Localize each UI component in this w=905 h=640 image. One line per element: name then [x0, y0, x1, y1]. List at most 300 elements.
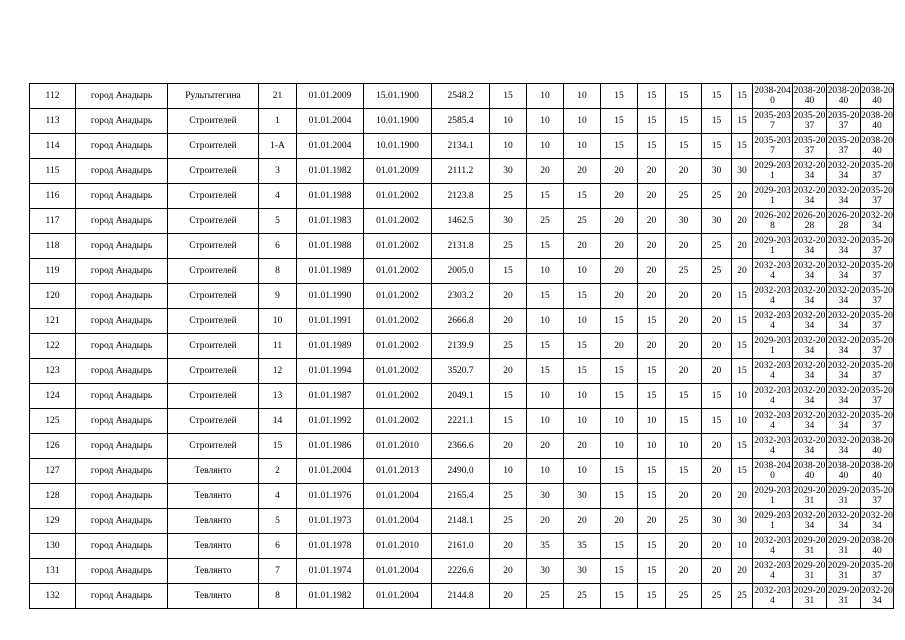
cell-house: 11 [259, 334, 297, 359]
cell-wear-value: 15 [638, 484, 666, 509]
cell-wear-value: 20 [702, 284, 732, 309]
cell-repair-period: 2035-2037 [861, 259, 894, 284]
cell-wear-value: 10 [564, 109, 601, 134]
cell-wear-value: 20 [666, 559, 702, 584]
cell-house: 15 [259, 434, 297, 459]
cell-wear-value: 25 [666, 509, 702, 534]
cell-wear-value: 20 [666, 334, 702, 359]
cell-city: город Анадырь [76, 209, 168, 234]
cell-house: 5 [259, 509, 297, 534]
cell-area: 2139.9 [432, 334, 490, 359]
table-body [30, 84, 894, 609]
cell-wear-value: 15 [666, 84, 702, 109]
cell-repair-period: 2032-2034 [827, 384, 861, 409]
cell-wear-value: 10 [527, 384, 564, 409]
cell-street: Строителей [168, 334, 259, 359]
cell-wear-value: 15 [527, 234, 564, 259]
cell-date-built: 01.01.2004 [297, 459, 364, 484]
cell-wear-value: 15 [638, 559, 666, 584]
cell-wear-value: 20 [666, 484, 702, 509]
cell-wear-value: 15 [527, 334, 564, 359]
cell-city: город Анадырь [76, 409, 168, 434]
cell-wear-value: 15 [638, 459, 666, 484]
cell-repair-period: 2035-2037 [861, 359, 894, 384]
cell-wear-value: 15 [732, 109, 753, 134]
cell-repair-period: 2032-2034 [793, 384, 827, 409]
cell-street: Рультытегина [168, 84, 259, 109]
cell-wear-value: 20 [638, 209, 666, 234]
cell-date-built: 01.01.2004 [297, 109, 364, 134]
cell-house: 4 [259, 184, 297, 209]
cell-repair-period: 2029-2031 [753, 484, 793, 509]
cell-repair-period: 2038-2040 [861, 134, 894, 159]
cell-wear-value: 20 [638, 234, 666, 259]
cell-wear-value: 20 [666, 359, 702, 384]
cell-wear-value: 15 [638, 534, 666, 559]
cell-date-commission: 01.01.2002 [364, 359, 432, 384]
cell-city: город Анадырь [76, 84, 168, 109]
table-row [30, 534, 894, 559]
cell-wear-value: 25 [564, 584, 601, 609]
cell-wear-value: 10 [732, 384, 753, 409]
cell-date-commission: 01.01.2002 [364, 209, 432, 234]
cell-date-commission: 01.01.2004 [364, 559, 432, 584]
cell-area: 2666.8 [432, 309, 490, 334]
cell-area: 2165.4 [432, 484, 490, 509]
cell-number: 118 [30, 234, 76, 259]
cell-wear-value: 10 [490, 109, 527, 134]
table-row [30, 309, 894, 334]
cell-wear-value: 25 [527, 584, 564, 609]
cell-wear-value: 30 [732, 509, 753, 534]
cell-wear-value: 15 [666, 459, 702, 484]
cell-city: город Анадырь [76, 234, 168, 259]
cell-wear-value: 20 [601, 284, 638, 309]
cell-date-built: 01.01.1982 [297, 159, 364, 184]
cell-wear-value: 20 [702, 434, 732, 459]
cell-number: 113 [30, 109, 76, 134]
cell-repair-period: 2035-2037 [753, 109, 793, 134]
cell-repair-period: 2032-2034 [827, 409, 861, 434]
cell-house: 3 [259, 159, 297, 184]
table-row [30, 209, 894, 234]
cell-street: Строителей [168, 259, 259, 284]
cell-wear-value: 10 [527, 309, 564, 334]
cell-repair-period: 2032-2034 [793, 359, 827, 384]
cell-city: город Анадырь [76, 359, 168, 384]
cell-wear-value: 20 [601, 234, 638, 259]
cell-repair-period: 2038-2040 [793, 459, 827, 484]
cell-wear-value: 10 [638, 409, 666, 434]
cell-wear-value: 15 [638, 309, 666, 334]
cell-wear-value: 15 [490, 84, 527, 109]
cell-wear-value: 20 [732, 484, 753, 509]
cell-city: город Анадырь [76, 284, 168, 309]
cell-wear-value: 10 [732, 409, 753, 434]
cell-repair-period: 2032-2034 [753, 534, 793, 559]
cell-repair-period: 2032-2034 [827, 234, 861, 259]
cell-wear-value: 30 [564, 559, 601, 584]
cell-repair-period: 2032-2034 [793, 234, 827, 259]
cell-wear-value: 15 [638, 109, 666, 134]
cell-repair-period: 2029-2031 [827, 584, 861, 609]
cell-wear-value: 25 [702, 184, 732, 209]
cell-wear-value: 15 [732, 459, 753, 484]
cell-repair-period: 2029-2031 [793, 559, 827, 584]
cell-house: 8 [259, 259, 297, 284]
cell-repair-period: 2032-2034 [827, 284, 861, 309]
table-row [30, 359, 894, 384]
cell-house: 1 [259, 109, 297, 134]
cell-repair-period: 2032-2034 [827, 159, 861, 184]
cell-wear-value: 15 [702, 384, 732, 409]
cell-repair-period: 2032-2034 [753, 384, 793, 409]
cell-repair-period: 2032-2034 [827, 184, 861, 209]
cell-wear-value: 20 [638, 334, 666, 359]
cell-repair-period: 2032-2034 [793, 334, 827, 359]
cell-wear-value: 10 [601, 434, 638, 459]
cell-city: город Анадырь [76, 259, 168, 284]
cell-number: 122 [30, 334, 76, 359]
cell-date-built: 01.01.1983 [297, 209, 364, 234]
cell-number: 121 [30, 309, 76, 334]
cell-number: 114 [30, 134, 76, 159]
cell-street: Тевлянто [168, 484, 259, 509]
cell-repair-period: 2029-2031 [753, 184, 793, 209]
cell-date-built: 01.01.1976 [297, 484, 364, 509]
cell-house: 5 [259, 209, 297, 234]
cell-wear-value: 20 [732, 234, 753, 259]
cell-area: 2123.8 [432, 184, 490, 209]
cell-house: 4 [259, 484, 297, 509]
cell-wear-value: 30 [564, 484, 601, 509]
cell-number: 129 [30, 509, 76, 534]
cell-date-commission: 01.01.2009 [364, 159, 432, 184]
cell-wear-value: 30 [490, 159, 527, 184]
cell-wear-value: 15 [666, 134, 702, 159]
cell-date-commission: 01.01.2002 [364, 334, 432, 359]
cell-city: город Анадырь [76, 509, 168, 534]
cell-wear-value: 25 [564, 209, 601, 234]
cell-wear-value: 20 [564, 159, 601, 184]
cell-wear-value: 20 [702, 334, 732, 359]
cell-repair-period: 2035-2037 [793, 109, 827, 134]
cell-repair-period: 2032-2034 [793, 284, 827, 309]
cell-house: 7 [259, 559, 297, 584]
cell-wear-value: 10 [638, 434, 666, 459]
cell-street: Тевлянто [168, 509, 259, 534]
cell-wear-value: 10 [564, 309, 601, 334]
cell-date-commission: 01.01.2002 [364, 234, 432, 259]
cell-wear-value: 20 [666, 234, 702, 259]
cell-date-built: 01.01.1973 [297, 509, 364, 534]
cell-wear-value: 15 [601, 384, 638, 409]
cell-wear-value: 25 [490, 509, 527, 534]
cell-wear-value: 20 [702, 534, 732, 559]
cell-date-commission: 10.01.1900 [364, 134, 432, 159]
cell-wear-value: 30 [527, 559, 564, 584]
cell-repair-period: 2032-2034 [793, 509, 827, 534]
cell-wear-value: 20 [527, 509, 564, 534]
cell-wear-value: 20 [666, 284, 702, 309]
cell-wear-value: 10 [564, 84, 601, 109]
cell-area: 1462.5 [432, 209, 490, 234]
cell-repair-period: 2032-2034 [827, 434, 861, 459]
cell-repair-period: 2026-2028 [753, 209, 793, 234]
cell-wear-value: 20 [666, 534, 702, 559]
cell-area: 3520.7 [432, 359, 490, 384]
cell-wear-value: 20 [601, 209, 638, 234]
table-row [30, 559, 894, 584]
cell-repair-period: 2032-2034 [753, 259, 793, 284]
cell-wear-value: 25 [490, 234, 527, 259]
cell-wear-value: 15 [638, 584, 666, 609]
cell-wear-value: 20 [601, 159, 638, 184]
cell-house: 1-А [259, 134, 297, 159]
cell-date-commission: 01.01.2004 [364, 584, 432, 609]
cell-street: Строителей [168, 134, 259, 159]
cell-wear-value: 15 [732, 334, 753, 359]
cell-wear-value: 15 [564, 284, 601, 309]
table-row [30, 484, 894, 509]
cell-wear-value: 15 [702, 409, 732, 434]
cell-repair-period: 2035-2037 [861, 159, 894, 184]
cell-repair-period: 2032-2034 [793, 184, 827, 209]
cell-repair-period: 2035-2037 [827, 109, 861, 134]
cell-city: город Анадырь [76, 434, 168, 459]
cell-wear-value: 20 [490, 309, 527, 334]
cell-wear-value: 30 [702, 159, 732, 184]
cell-wear-value: 10 [527, 109, 564, 134]
cell-repair-period: 2032-2034 [793, 409, 827, 434]
cell-repair-period: 2026-2028 [793, 209, 827, 234]
cell-wear-value: 15 [490, 384, 527, 409]
cell-wear-value: 25 [490, 484, 527, 509]
cell-repair-period: 2032-2034 [827, 309, 861, 334]
cell-date-built: 01.01.1992 [297, 409, 364, 434]
cell-wear-value: 30 [702, 509, 732, 534]
cell-repair-period: 2032-2034 [753, 359, 793, 384]
cell-repair-period: 2032-2034 [753, 434, 793, 459]
cell-area: 2144.8 [432, 584, 490, 609]
cell-wear-value: 20 [527, 159, 564, 184]
cell-repair-period: 2035-2037 [753, 134, 793, 159]
cell-wear-value: 20 [666, 309, 702, 334]
table-row [30, 509, 894, 534]
cell-number: 130 [30, 534, 76, 559]
cell-repair-period: 2038-2040 [793, 84, 827, 109]
cell-number: 115 [30, 159, 76, 184]
cell-wear-value: 25 [490, 334, 527, 359]
cell-street: Тевлянто [168, 584, 259, 609]
cell-date-built: 01.01.1988 [297, 184, 364, 209]
cell-wear-value: 15 [732, 434, 753, 459]
cell-wear-value: 15 [638, 359, 666, 384]
cell-wear-value: 10 [564, 259, 601, 284]
cell-city: город Анадырь [76, 584, 168, 609]
cell-wear-value: 15 [601, 559, 638, 584]
cell-date-commission: 01.01.2002 [364, 384, 432, 409]
cell-wear-value: 15 [564, 184, 601, 209]
cell-date-built: 01.01.1989 [297, 334, 364, 359]
cell-area: 2226.6 [432, 559, 490, 584]
table-row [30, 159, 894, 184]
cell-wear-value: 30 [490, 209, 527, 234]
cell-street: Тевлянто [168, 559, 259, 584]
cell-wear-value: 25 [702, 234, 732, 259]
cell-repair-period: 2026-2028 [827, 209, 861, 234]
cell-wear-value: 15 [638, 84, 666, 109]
cell-wear-value: 15 [666, 109, 702, 134]
cell-date-built: 01.01.1982 [297, 584, 364, 609]
cell-number: 119 [30, 259, 76, 284]
cell-wear-value: 10 [527, 409, 564, 434]
cell-number: 112 [30, 84, 76, 109]
cell-wear-value: 30 [527, 484, 564, 509]
cell-date-built: 01.01.1994 [297, 359, 364, 384]
cell-street: Тевлянто [168, 534, 259, 559]
cell-repair-period: 2035-2037 [861, 309, 894, 334]
cell-street: Строителей [168, 384, 259, 409]
cell-date-built: 01.01.1990 [297, 284, 364, 309]
cell-wear-value: 30 [732, 159, 753, 184]
cell-wear-value: 25 [702, 259, 732, 284]
cell-wear-value: 10 [601, 409, 638, 434]
cell-repair-period: 2035-2037 [793, 134, 827, 159]
cell-wear-value: 10 [564, 134, 601, 159]
cell-wear-value: 25 [702, 584, 732, 609]
cell-repair-period: 2035-2037 [861, 334, 894, 359]
table-row [30, 384, 894, 409]
cell-wear-value: 15 [732, 84, 753, 109]
cell-wear-value: 20 [732, 209, 753, 234]
cell-wear-value: 20 [490, 534, 527, 559]
cell-repair-period: 2032-2034 [793, 309, 827, 334]
cell-wear-value: 20 [702, 309, 732, 334]
cell-wear-value: 30 [702, 209, 732, 234]
table-row [30, 134, 894, 159]
cell-number: 131 [30, 559, 76, 584]
cell-wear-value: 20 [638, 159, 666, 184]
cell-number: 125 [30, 409, 76, 434]
cell-house: 14 [259, 409, 297, 434]
cell-repair-period: 2038-2040 [861, 434, 894, 459]
cell-wear-value: 15 [702, 109, 732, 134]
cell-area: 2049.1 [432, 384, 490, 409]
cell-wear-value: 20 [732, 184, 753, 209]
cell-number: 127 [30, 459, 76, 484]
cell-wear-value: 15 [527, 359, 564, 384]
cell-repair-period: 2035-2037 [861, 559, 894, 584]
cell-date-commission: 01.01.2002 [364, 309, 432, 334]
cell-house: 6 [259, 534, 297, 559]
cell-wear-value: 15 [702, 134, 732, 159]
cell-repair-period: 2038-2040 [861, 459, 894, 484]
cell-repair-period: 2032-2034 [753, 559, 793, 584]
cell-repair-period: 2032-2034 [753, 284, 793, 309]
cell-wear-value: 35 [527, 534, 564, 559]
cell-repair-period: 2035-2037 [861, 184, 894, 209]
cell-area: 2221.1 [432, 409, 490, 434]
cell-wear-value: 15 [666, 409, 702, 434]
cell-number: 116 [30, 184, 76, 209]
cell-wear-value: 20 [490, 434, 527, 459]
cell-date-built: 01.01.1991 [297, 309, 364, 334]
cell-street: Строителей [168, 109, 259, 134]
cell-wear-value: 20 [564, 234, 601, 259]
cell-wear-value: 15 [732, 359, 753, 384]
cell-wear-value: 15 [527, 184, 564, 209]
cell-street: Строителей [168, 159, 259, 184]
cell-wear-value: 10 [666, 434, 702, 459]
cell-street: Строителей [168, 284, 259, 309]
cell-date-commission: 01.01.2002 [364, 284, 432, 309]
cell-wear-value: 20 [601, 259, 638, 284]
cell-street: Строителей [168, 409, 259, 434]
cell-wear-value: 20 [564, 509, 601, 534]
cell-repair-period: 2038-2040 [827, 84, 861, 109]
cell-wear-value: 15 [601, 359, 638, 384]
cell-wear-value: 10 [490, 459, 527, 484]
cell-date-built: 01.01.1988 [297, 234, 364, 259]
cell-street: Строителей [168, 184, 259, 209]
cell-wear-value: 20 [702, 359, 732, 384]
cell-wear-value: 10 [564, 459, 601, 484]
cell-date-commission: 01.01.2002 [364, 409, 432, 434]
cell-wear-value: 10 [527, 134, 564, 159]
cell-city: город Анадырь [76, 334, 168, 359]
cell-house: 21 [259, 84, 297, 109]
cell-number: 117 [30, 209, 76, 234]
cell-wear-value: 20 [527, 434, 564, 459]
cell-repair-period: 2038-2040 [861, 84, 894, 109]
cell-street: Строителей [168, 209, 259, 234]
cell-date-built: 01.01.1974 [297, 559, 364, 584]
cell-area: 2585.4 [432, 109, 490, 134]
cell-wear-value: 25 [666, 584, 702, 609]
cell-repair-period: 2029-2031 [793, 534, 827, 559]
table-row [30, 409, 894, 434]
cell-repair-period: 2035-2037 [861, 484, 894, 509]
cell-wear-value: 20 [666, 159, 702, 184]
cell-wear-value: 25 [527, 209, 564, 234]
table-row [30, 184, 894, 209]
cell-house: 6 [259, 234, 297, 259]
cell-wear-value: 20 [490, 559, 527, 584]
cell-city: город Анадырь [76, 559, 168, 584]
cell-date-commission: 01.01.2013 [364, 459, 432, 484]
cell-wear-value: 25 [666, 259, 702, 284]
cell-number: 123 [30, 359, 76, 384]
cell-wear-value: 15 [638, 134, 666, 159]
cell-wear-value: 20 [732, 559, 753, 584]
cell-wear-value: 15 [601, 309, 638, 334]
cell-repair-period: 2032-2034 [827, 509, 861, 534]
cell-repair-period: 2032-2034 [753, 584, 793, 609]
cell-area: 2548.2 [432, 84, 490, 109]
cell-wear-value: 15 [490, 409, 527, 434]
cell-repair-period: 2038-2040 [861, 534, 894, 559]
cell-repair-period: 2029-2031 [793, 584, 827, 609]
cell-wear-value: 15 [732, 134, 753, 159]
cell-date-built: 01.01.1987 [297, 384, 364, 409]
cell-house: 2 [259, 459, 297, 484]
cell-house: 9 [259, 284, 297, 309]
cell-wear-value: 20 [638, 259, 666, 284]
cell-number: 128 [30, 484, 76, 509]
cell-repair-period: 2029-2031 [753, 509, 793, 534]
cell-wear-value: 15 [601, 584, 638, 609]
